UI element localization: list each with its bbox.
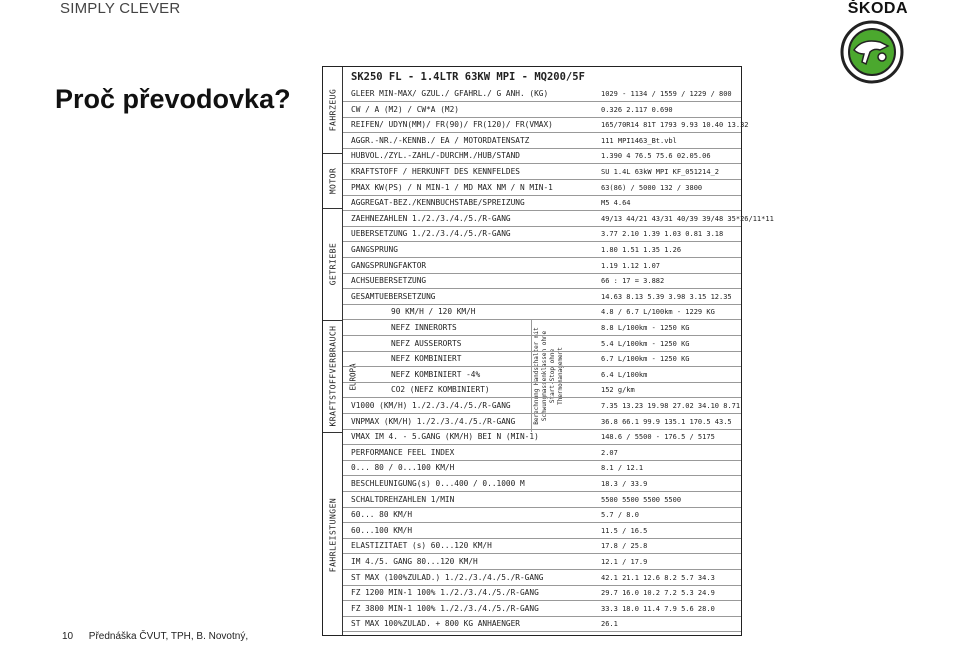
spec-row <box>343 539 741 554</box>
spec-label: FZ 3800 MIN-1 100% 1./2./3./4./5./R-GANG <box>351 603 539 613</box>
spec-row <box>343 337 741 352</box>
section-motor: MOTOR <box>323 153 343 209</box>
spec-value: 12.1 / 17.9 <box>601 558 648 566</box>
spec-value: 0.326 2.117 0.690 <box>601 105 673 114</box>
spec-row <box>343 243 741 258</box>
spec-label: VNPMAX (KM/H) 1./2./3./4./5./R-GANG <box>351 416 516 426</box>
spec-row <box>343 134 741 149</box>
spec-label: ACHSUEBERSETZUNG <box>351 276 427 286</box>
spec-label: V1000 (KM/H) 1./2./3./4./5./R-GANG <box>351 401 511 410</box>
spec-row <box>343 430 741 445</box>
brand-name: ŠKODA <box>847 0 908 17</box>
spec-label: BESCHLEUNIGUNG(s) 0...400 / 0..1000 M <box>351 479 525 488</box>
spec-row <box>343 415 741 430</box>
spec-label: CW / A (M2) / CW*A (M2) <box>351 104 459 114</box>
spec-label: VMAX IM 4. - 5.GANG (KM/H) BEI N (MIN-1) <box>351 432 539 442</box>
spec-row <box>343 321 741 336</box>
slogan: SIMPLY CLEVER <box>60 0 181 17</box>
spec-row <box>343 446 741 461</box>
spec-value: 3.77 2.10 1.39 1.03 0.81 3.18 <box>601 230 724 239</box>
spec-row <box>343 368 741 383</box>
spec-value: 14.63 8.13 5.39 3.98 3.15 12.35 <box>601 292 732 301</box>
spec-label: AGGR.-NR./-KENNB./ EA / MOTORDATENSATZ <box>351 135 530 145</box>
spec-row <box>343 477 741 492</box>
spec-value: 5.7 / 8.0 <box>601 511 639 520</box>
section-kraftstoffverbrauch: KRAFTSTOFFVERBRAUCH <box>323 320 343 433</box>
spec-value: 4.8 / 6.7 L/100km - 1229 KG <box>601 308 715 317</box>
page-number: 10 <box>62 631 74 642</box>
spec-value: 111 MPI1463_Bt.vbl <box>601 136 677 145</box>
spec-row <box>343 383 741 398</box>
spec-value: M5 4.64 <box>601 199 631 208</box>
spec-label: GANGSPRUNGFAKTOR <box>351 260 427 270</box>
spec-label: NEFZ INNERORTS <box>391 323 457 332</box>
spec-label: 90 KM/H / 120 KM/H <box>391 307 476 317</box>
europa-label: EUROPA <box>348 363 358 391</box>
section-fahrzeug: FAHRZEUG <box>323 67 343 154</box>
spec-value: 18.3 / 33.9 <box>601 480 648 488</box>
spec-value: 5.4 L/100km - 1250 KG <box>601 339 690 348</box>
spec-label: HUBVOL./ZYL.-ZAHL/-DURCHM./HUB/STAND <box>351 151 520 161</box>
spec-row <box>343 196 741 211</box>
spec-value: 1.80 1.51 1.35 1.26 <box>601 246 682 254</box>
slide-title: Proč převodovka? <box>55 84 291 114</box>
spec-value: 63(86) / 5000 132 / 3800 <box>601 183 703 192</box>
spec-row <box>343 352 741 367</box>
footer-text: Přednáška ČVUT, TPH, B. Novotný, <box>88 631 249 642</box>
spec-value: 6.4 L/100km <box>601 370 648 379</box>
spec-label: GLEER MIN-MAX/ GZUL./ GFAHRL./ G ANH. (KG) <box>351 89 549 98</box>
spec-value: 148.6 / 5500 - 176.5 / 5175 <box>601 433 715 442</box>
section-bar <box>323 67 343 635</box>
spec-row <box>343 103 741 118</box>
spec-row <box>343 555 741 570</box>
spec-label: CO2 (NEFZ KOMBINIERT) <box>391 385 490 395</box>
spec-value: 8.1 / 12.1 <box>601 464 644 473</box>
spec-row <box>343 493 741 508</box>
spec-row <box>343 586 741 601</box>
spec-label: GANGSPRUNG <box>351 245 398 254</box>
spec-label: 60... 80 KM/H <box>351 510 413 520</box>
spec-value: 8.8 L/100km - 1250 KG <box>601 324 690 332</box>
spec-row <box>343 399 741 414</box>
spec-row <box>343 87 741 102</box>
spec-label: SCHALTDREHZAHLEN 1/MIN <box>351 494 455 504</box>
section-getriebe: GETRIEBE <box>323 208 343 321</box>
spec-row <box>343 149 741 164</box>
spec-label: GESAMTUEBERSETZUNG <box>351 291 436 301</box>
spec-label: NEFZ KOMBINIERT -4% <box>391 369 481 379</box>
spec-value: 5500 5500 5500 5500 <box>601 495 682 504</box>
spec-row <box>343 461 741 476</box>
spec-value: 165/70R14 81T 1793 9.93 10.40 13.32 <box>601 121 749 130</box>
spec-value: 1.390 4 76.5 75.6 02.05.06 <box>601 152 711 161</box>
spec-label: ST MAX 100%ZULAD. + 800 KG ANHAENGER <box>351 619 520 629</box>
spec-value: 17.8 / 25.8 <box>601 542 648 551</box>
spec-label: 0... 80 / 0...100 KM/H <box>351 463 455 473</box>
spec-label: REIFEN/ UDYN(MM)/ FR(90)/ FR(120)/ FR(VMAX) <box>351 120 553 130</box>
spec-row <box>343 118 749 133</box>
spec-value: 66 : 17 = 3.882 <box>601 277 665 286</box>
spec-value: SU 1.4L 63kW MPI KF_051214_2 <box>601 168 720 176</box>
spec-label: ST MAX (100%ZULAD.) 1./2./3./4./5./R-GANG <box>351 572 544 582</box>
spec-value: 152 g/km <box>601 386 635 395</box>
spec-label: ELASTIZITAET (s) 60...120 KM/H <box>351 541 492 551</box>
spec-label: UEBERSETZUNG 1./2./3./4./5./R-GANG <box>351 229 511 239</box>
spec-label: IM 4./5. GANG 80...120 KM/H <box>351 557 478 566</box>
spec-value: 1.19 1.12 1.07 <box>601 261 661 270</box>
spec-row <box>343 165 741 180</box>
spec-row <box>343 212 774 227</box>
spec-row <box>343 571 741 586</box>
spec-row <box>343 508 741 523</box>
spec-value: 6.7 L/100km - 1250 KG <box>601 355 690 364</box>
spec-label: PMAX KW(PS) / N MIN-1 / MD MAX NM / N MIN-1 <box>351 182 553 192</box>
skoda-logo-icon <box>840 20 904 84</box>
footer <box>62 631 248 642</box>
spec-row <box>343 617 741 632</box>
spec-value: 26.1 <box>601 620 618 629</box>
spec-value: 11.5 / 16.5 <box>601 526 648 535</box>
sheet-title: SK250 FL - 1.4LTR 63KW MPI - MQ200/5F <box>351 71 585 83</box>
spec-row <box>343 602 741 617</box>
spec-row <box>343 524 741 539</box>
spec-value: 42.1 21.1 12.6 8.2 5.7 34.3 <box>601 573 715 582</box>
spec-row <box>343 181 741 196</box>
spec-label: NEFZ AUSSERORTS <box>391 338 462 348</box>
spec-row <box>343 259 741 274</box>
spec-label: AGGREGAT-BEZ./KENNBUCHSTABE/SPREIZUNG <box>351 198 525 208</box>
spec-value: 7.35 13.23 19.98 27.02 34.10 8.71 <box>601 402 741 410</box>
spec-label: FZ 1200 MIN-1 100% 1./2./3./4./5./R-GANG <box>351 588 539 598</box>
calculation-note: Berechnung Handschalter mit Schwungmassenklassen ohne Start-Stop ohne Thermomanagement <box>531 320 566 432</box>
spec-row <box>343 290 741 305</box>
section-fahrleistungen: FAHRLEISTUNGEN <box>328 497 338 572</box>
spec-row <box>343 274 741 289</box>
spec-value: 1029 - 1134 / 1559 / 1229 / 800 <box>601 90 732 98</box>
spec-label: NEFZ KOMBINIERT <box>391 354 462 364</box>
spec-label: KRAFTSTOFF / HERKUNFT DES KENNFELDES <box>351 167 520 176</box>
spec-value: 49/13 44/21 43/31 40/39 39/48 35*26/11*11 <box>601 214 774 223</box>
spec-row <box>343 227 741 242</box>
spec-label: PERFORMANCE FEEL INDEX <box>351 447 455 457</box>
spec-value: 2.07 <box>601 448 618 457</box>
spec-label: 60...100 KM/H <box>351 525 413 535</box>
spec-value: 36.8 66.1 99.9 135.1 170.5 43.5 <box>601 417 732 426</box>
data-sheet <box>322 66 774 636</box>
spec-value: 29.7 16.0 10.2 7.2 5.3 24.9 <box>601 589 715 598</box>
spec-row <box>343 305 741 320</box>
spec-value: 33.3 18.0 11.4 7.9 5.6 28.0 <box>601 604 715 613</box>
spec-label: ZAEHNEZAHLEN 1./2./3./4./5./R-GANG <box>351 213 511 223</box>
